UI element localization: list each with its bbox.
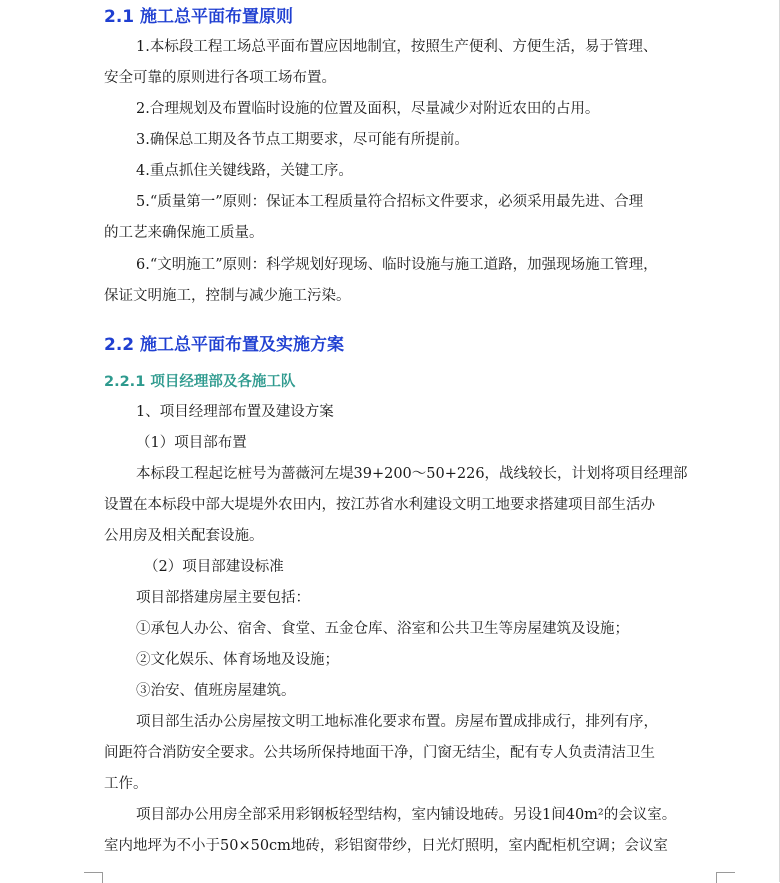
- paragraph-line: （2）项目部建设标准: [144, 559, 284, 575]
- paragraph-line: 1、项目经理部布置及建设方案: [136, 404, 334, 420]
- paragraph-line: 5.“质量第一”原则：保证本工程质量符合招标文件要求，必须采用最先进、合理: [136, 194, 644, 210]
- paragraph-line: 项目部生活办公房屋按文明工地标准化要求布置。房屋布置成排成行，排列有序，: [136, 714, 658, 730]
- subsection-heading-2-2-1: 2.2.1 项目经理部及各施工队: [104, 374, 296, 390]
- paragraph-line: 1.本标段工程工场总平面布置应因地制宜，按照生产便利、方便生活，易于管理、: [136, 39, 658, 55]
- section-heading-2-2: 2.2 施工总平面布置及实施方案: [104, 335, 345, 355]
- paragraph-line: 室内地坪为不小于50×50cm地砖，彩铝窗带纱，日光灯照明，室内配柜机空调；会议室: [104, 838, 668, 854]
- paragraph-line: 2.合理规划及布置临时设施的位置及面积，尽量减少对附近农田的占用。: [136, 101, 600, 117]
- paragraph-line: 工作。: [104, 776, 148, 792]
- crop-mark-left: [84, 872, 103, 883]
- paragraph-line: 保证文明施工，控制与减少施工污染。: [104, 288, 351, 304]
- paragraph-line: 间距符合消防安全要求。公共场所保持地面干净，门窗无结尘，配有专人负责清洁卫生: [104, 745, 655, 761]
- paragraph-line: 6.“文明施工”原则：科学规划好现场、临时设施与施工道路，加强现场施工管理，: [136, 257, 658, 273]
- section-heading-2-1: 2.1 施工总平面布置原则: [104, 7, 294, 27]
- paragraph-line: 的工艺来确保施工质量。: [104, 225, 264, 241]
- paragraph-line: 设置在本标段中部大堤堤外农田内，按江苏省水利建设文明工地要求搭建项目部生活办: [104, 497, 655, 513]
- paragraph-line: 4.重点抓住关键线路，关键工序。: [136, 163, 353, 179]
- paragraph-line: 3.确保总工期及各节点工期要求，尽可能有所提前。: [136, 132, 469, 148]
- paragraph-line: （1）项目部布置: [136, 435, 247, 451]
- paragraph-line: 项目部办公用房全部采用彩钢板轻型结构，室内铺设地砖。另设1间40m²的会议室。: [136, 807, 677, 823]
- paragraph-line: ①承包人办公、宿舍、食堂、五金仓库、浴室和公共卫生等房屋建筑及设施；: [136, 621, 629, 637]
- paragraph-line: 本标段工程起讫桩号为蔷薇河左堤39+200～50+226，战线较长，计划将项目经理部: [136, 466, 688, 482]
- paragraph-line: ②文化娱乐、体育场地及设施；: [136, 652, 339, 668]
- paragraph-line: 安全可靠的原则进行各项工场布置。: [104, 70, 336, 86]
- crop-mark-right: [716, 872, 735, 883]
- paragraph-line: 项目部搭建房屋主要包括：: [136, 590, 310, 606]
- paragraph-line: 公用房及相关配套设施。: [104, 528, 264, 544]
- paragraph-line: ③治安、值班房屋建筑。: [136, 683, 296, 699]
